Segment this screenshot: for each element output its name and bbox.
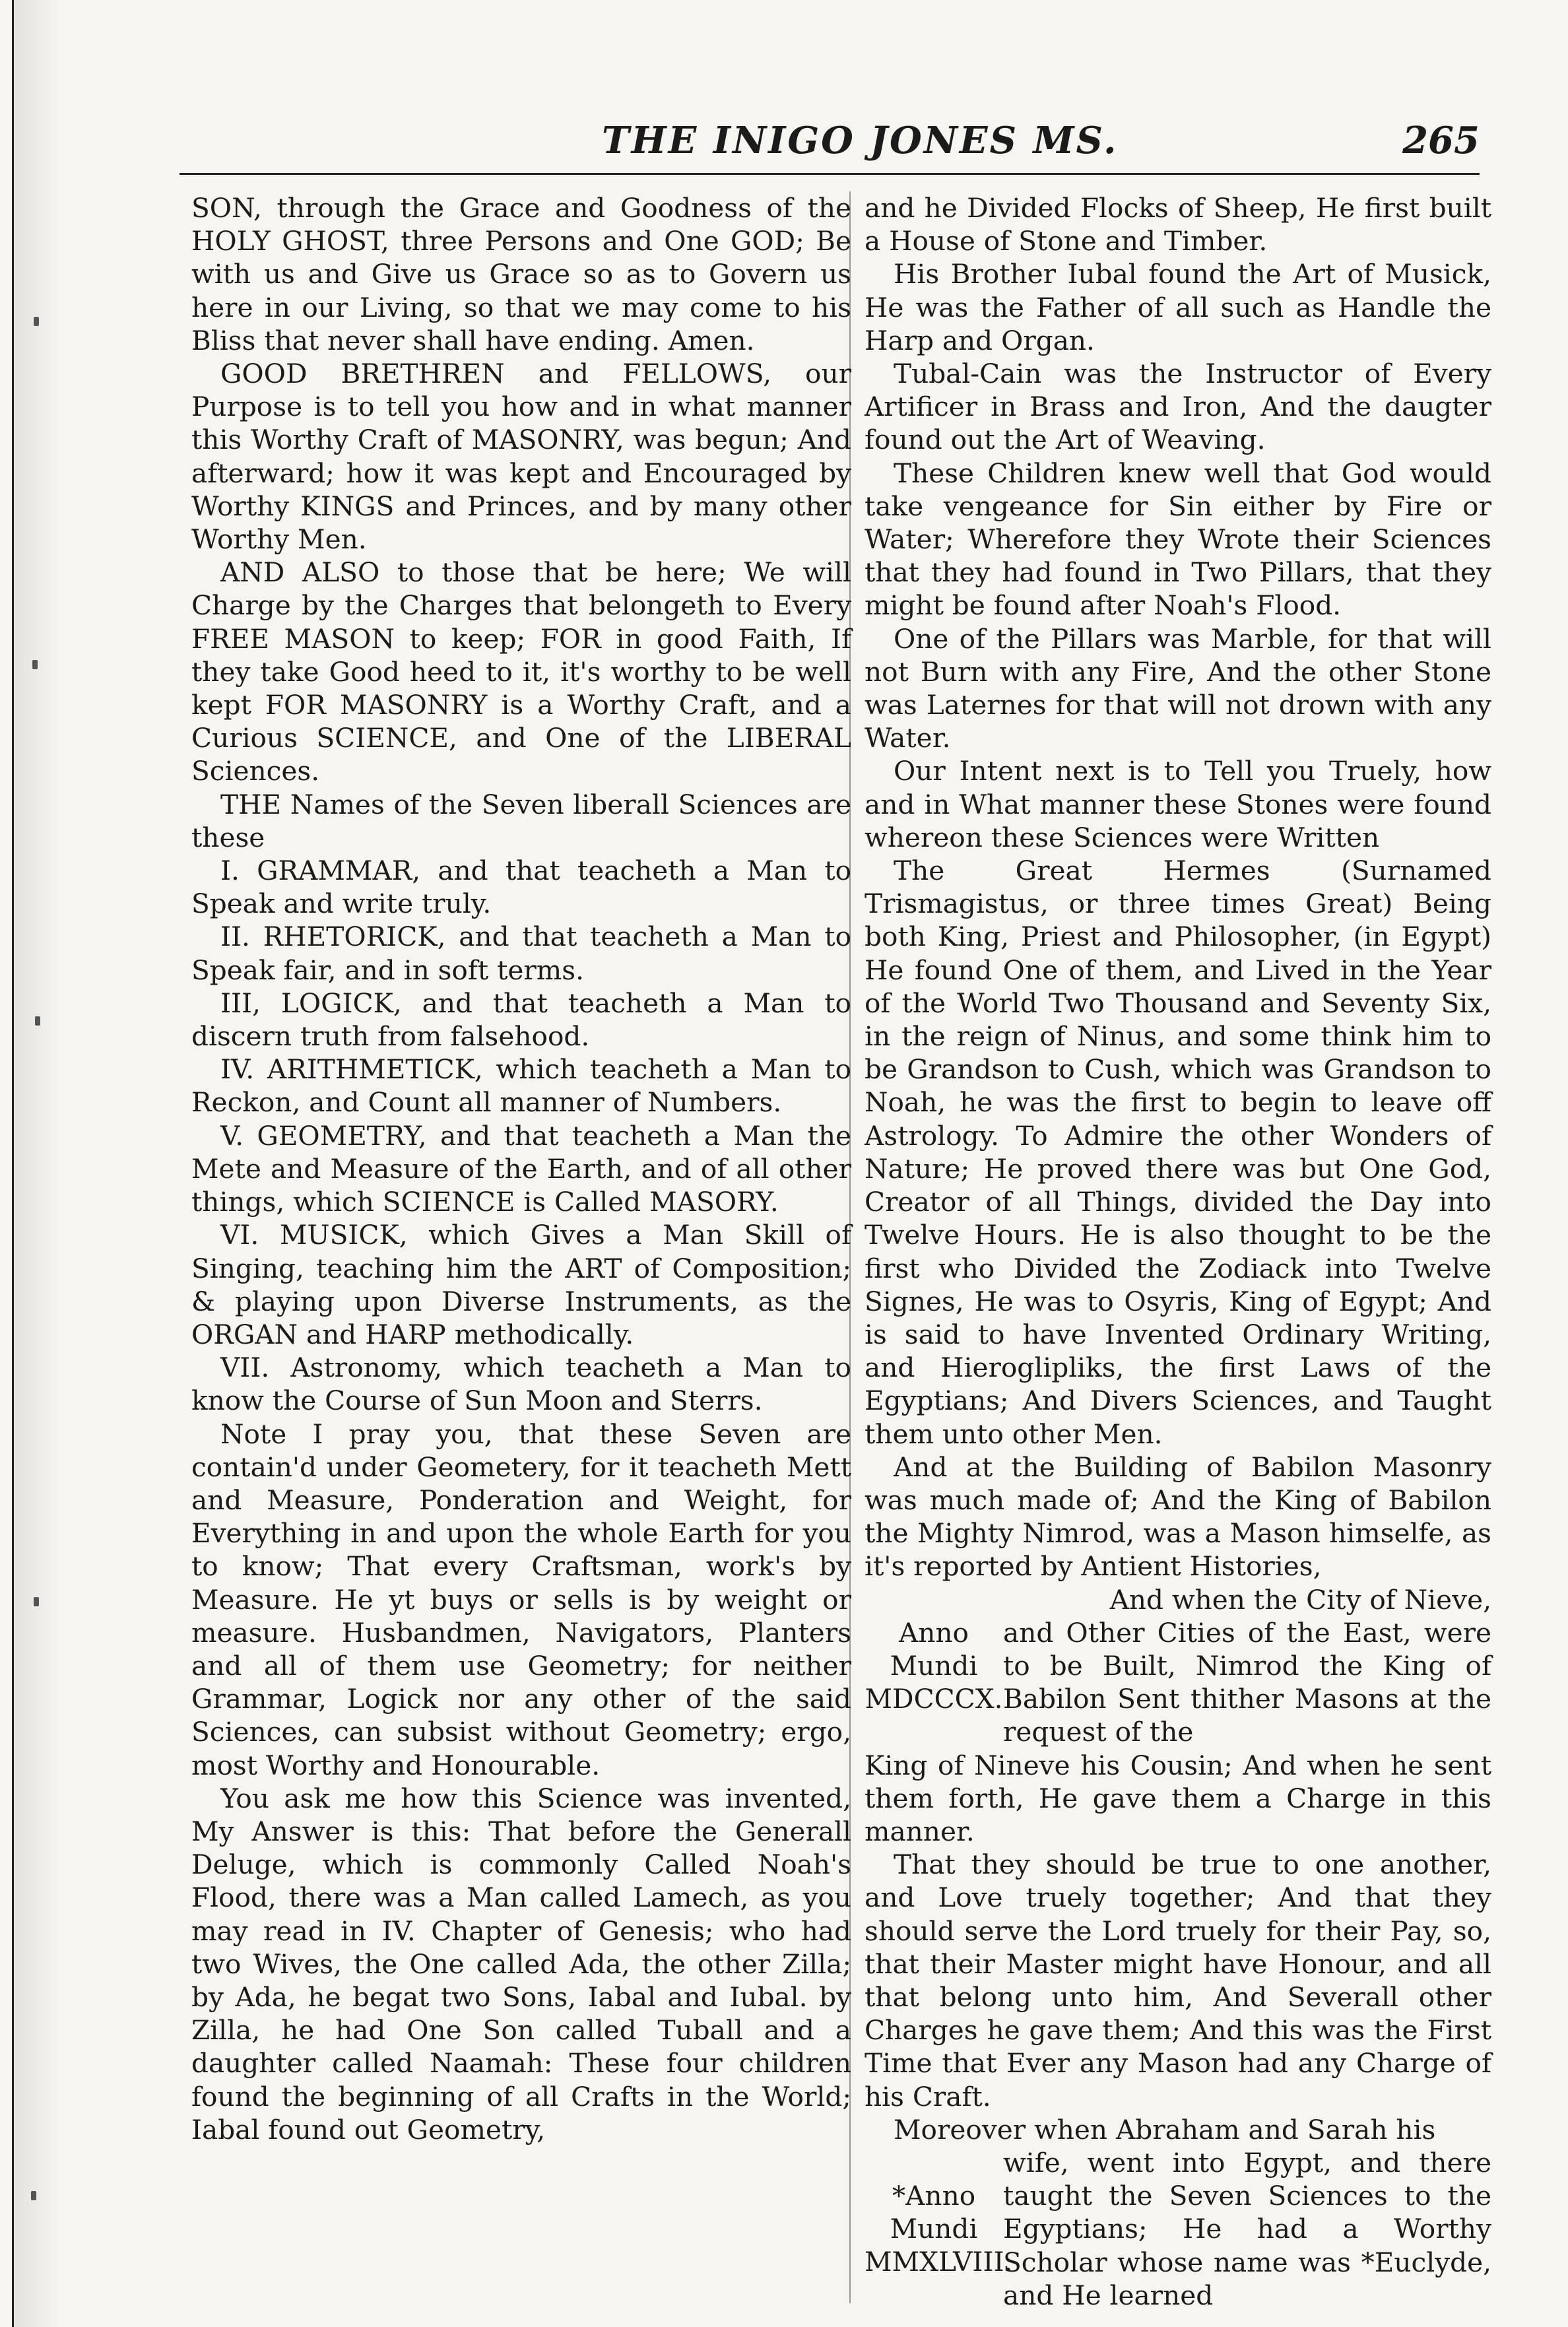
- paragraph: V. GEOMETRY, and that teacheth a Man the Mete and Measure of the Earth, and of all other things, which SCIENCE is Called MASORY.: [191, 1119, 851, 1218]
- marginal-line: MDCCCX.: [865, 1683, 1003, 1715]
- paragraph: THE Names of the Seven liberall Sciences are these: [191, 788, 851, 853]
- anno-block: [865, 1616, 1491, 1749]
- marginal-line: Mundi: [890, 1649, 978, 1682]
- paragraph: The Great Hermes (Surnamed Trismagistus, or three times Great) Being both King, Priest and Philosopher, (in Egypt) He found One of them, and Lived in the Year of the World Two Thousand and Seventy Six, in the reign of Ninus, and some think him to be Grandson to Cush, which was Grandson to Noah, he was the first to begin to leave off Astrology. To Admire the other Wonders of Nature; He proved there was but One God, Creator of all Things, divided the Day into Twelve Hours. He is also thought to be the first who Divided the Zodiack into Twelve Signes, He was to Osyris, King of Egypt; And is said to have Invented Ordinary Writing, and Hieroglipliks, the first Laws of the Egyptians; And Divers Sciences, and Taught them unto other Men.: [865, 855, 1491, 1450]
- marginal-date: [865, 1616, 1003, 1716]
- paragraph: These Children knew well that God would take vengeance for Sin either by Fire or Water; Wherefore they Wrote their Sciences that they had found in Two Pillars, that they might be found after Noah's Flood.: [865, 457, 1491, 622]
- marginal-line: Anno: [898, 1616, 969, 1649]
- paragraph: SON, through the Grace and Goodness of the HOLY GHOST, three Persons and One GOD; Be with us and Give us Grace so as to Govern us here in our Living, so that we may come to his Bliss that never shall have ending. Amen.: [191, 192, 851, 356]
- binding-speck: [32, 660, 38, 669]
- paragraph: Tubal-Cain was the Instructor of Every Artificer in Brass and Iron, And the daugter found out the Art of Weaving.: [865, 358, 1491, 456]
- paragraph: His Brother Iubal found the Art of Musick, He was the Father of all such as Handle the Harp and Organ.: [865, 258, 1491, 356]
- running-head: [180, 119, 1480, 170]
- paragraph: VI. MUSICK, which Gives a Man Skill of Singing, teaching him the ART of Composition; & playing upon Diverse Instruments, as the ORGAN and HARP methodically.: [191, 1219, 851, 1350]
- paragraph: IV. ARITHMETICK, which teacheth a Man to Reckon, and Count all manner of Numbers.: [191, 1053, 851, 1119]
- paragraph: Our Intent next is to Tell you Truely, how and in What manner these Stones were found whereon these Sciences were Written: [865, 755, 1491, 853]
- paragraph: and he Divided Flocks of Sheep, He first built a House of Stone and Timber.: [865, 192, 1491, 257]
- binding-speck: [35, 1016, 40, 1026]
- paragraph: One of the Pillars was Marble, for that will not Burn with any Fire, And the other Stone was Laternes for that will not drown with any Water.: [865, 622, 1491, 754]
- anno-block: [865, 2146, 1491, 2312]
- anno-side-text: wife, went into Egypt, and there taught the Seven Sciences to the Egyptians; He had a Worthy Scholar whose name was *Euclyde, and He learned: [1003, 2146, 1491, 2311]
- anno-side-text: and Other Cities of the East, were to be Built, Nimrod the King of Babilon Sent thither Masons at the request of the: [1003, 1616, 1491, 1748]
- marginal-line: *Anno: [892, 2179, 976, 2212]
- paragraph: III, LOGICK, and that teacheth a Man to discern truth from falsehood.: [191, 987, 851, 1053]
- paragraph: That they should be true to one another, and Love truely together; And that they should serve the Lord truely for their Pay, so, that their Master might have Honour, and all that belong unto him, And Severall other Charges he gave them; And this was the First Time that Ever any Mason had any Charge of his Craft.: [865, 1849, 1491, 2113]
- page-title: THE INIGO JONES MS.: [602, 119, 1119, 162]
- marginal-line: MMXLVIII.: [865, 2246, 1013, 2278]
- paragraph: II. RHETORICK, and that teacheth a Man to Speak fair, and in soft terms.: [191, 921, 851, 986]
- paragraph: Note I pray you, that these Seven are contain'd under Geometery, for it teacheth Mett and Measure, Ponderation and Weight, for Everything in and upon the whole Earth for you to know; That every Craftsman, work's by Measure. He yt buys or sells is by weight or measure. Husbandmen, Navigators, Planters and all of them use Geometry; for neither Grammar, Logick nor any other of the said Sciences, can subsist without Geometry; ergo, most Worthy and Honourable.: [191, 1418, 851, 1781]
- marginal-date: [865, 2146, 1013, 2279]
- anno-lead: Moreover when Abraham and Sarah his: [894, 2113, 1436, 2146]
- header-rule: [180, 173, 1480, 175]
- paragraph: I. GRAMMAR, and that teacheth a Man to Speak and write truly.: [191, 855, 851, 920]
- paragraph: And at the Building of Babilon Masonry was much made of; And the King of Babilon the Mighty Nimrod, was a Mason himselfe, as it's reported by Antient Histories,: [865, 1451, 1491, 1583]
- binding-speck: [31, 2191, 36, 2200]
- paragraph: King of Nineve his Cousin; And when he sent them forth, He gave them a Charge in this manner.: [865, 1749, 1491, 1847]
- paragraph: You ask me how this Science was invented, My Answer is this: That before the Generall Deluge, which is commonly Called Noah's Flood, there was a Man called Lamech, as you may read in IV. Chapter of Genesis; who had two Wives, the One called Ada, the other Zilla; by Ada, he begat two Sons, Iabal and Iubal. by Zilla, he had One Son called Tuball and a daughter called Naamah: These four children found the beginning of all Crafts in the World; Iabal found out Geometry,: [191, 1782, 851, 2146]
- paragraph: GOOD BRETHREN and FELLOWS, our Purpose is to tell you how and in what manner this Worthy Craft of MASONRY, was begun; And afterward; how it was kept and Encouraged by Worthy KINGS and Princes, and by many other Worthy Men.: [191, 358, 851, 556]
- paragraph: VII. Astronomy, which teacheth a Man to know the Course of Sun Moon and Sterrs.: [191, 1352, 851, 1417]
- paragraph: AND ALSO to those that be here; We will Charge by the Charges that belongeth to Every FREE MASON to keep; FOR in good Faith, If they take Good heed to it, it's worthy to be well kept FOR MASONRY is a Worthy Craft, and a Curious SCIENCE, and One of the LIBERAL Sciences.: [191, 556, 851, 787]
- page-number: 265: [1402, 119, 1480, 162]
- anno-lead: And when the City of Nieve,: [1109, 1583, 1491, 1616]
- right-column: [865, 191, 1491, 2312]
- binding-speck: [34, 317, 39, 326]
- left-column: [191, 191, 851, 2146]
- binding-speck: [34, 1597, 39, 1606]
- page-binding-edge: [12, 0, 60, 2327]
- marginal-line: Mundi: [890, 2213, 978, 2245]
